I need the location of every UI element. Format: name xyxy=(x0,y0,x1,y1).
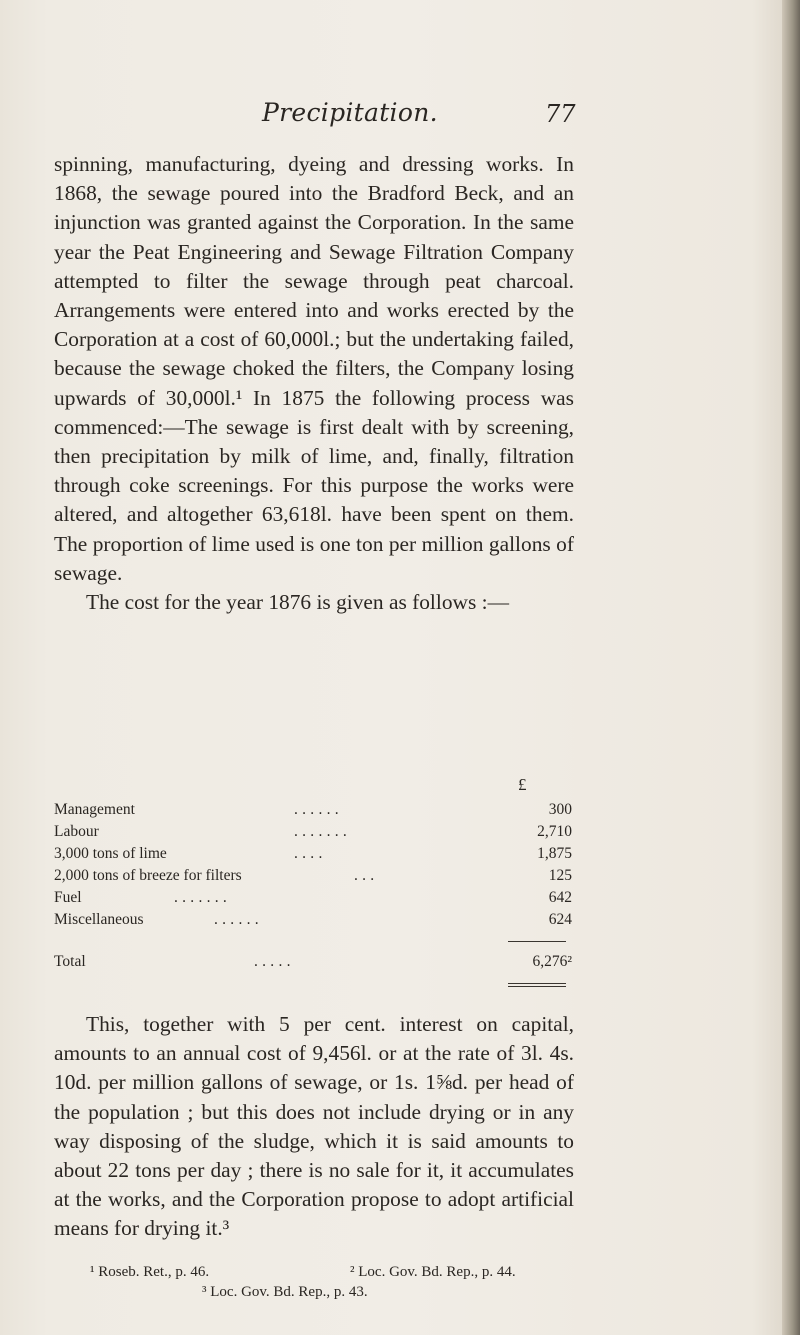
footnote-3: ³ Loc. Gov. Bd. Rep., p. 43. xyxy=(202,1284,368,1300)
running-head: Precipitation. xyxy=(262,98,438,127)
row-label: Management xyxy=(54,801,135,818)
row-label: Labour xyxy=(54,823,99,840)
row-amount: 1,875 xyxy=(537,845,572,862)
paragraph-2: The cost for the year 1876 is given as follows :— xyxy=(86,590,509,615)
row-amount: 125 xyxy=(548,867,572,884)
total-amount: 6,276² xyxy=(532,953,572,970)
closing-text xyxy=(54,1010,574,1244)
footnotes xyxy=(90,1262,590,1302)
leader-dots: . . . . . . xyxy=(294,801,339,818)
table-row xyxy=(54,889,574,911)
table-row xyxy=(54,867,574,889)
total-double-rule xyxy=(508,986,566,987)
page-spine-shadow xyxy=(782,0,800,1335)
row-amount: 642 xyxy=(548,889,572,906)
sum-rule xyxy=(508,941,566,942)
leader-dots: . . . . xyxy=(294,845,323,862)
page-number: 77 xyxy=(545,100,576,128)
leader-dots: . . . . . . xyxy=(214,911,259,928)
total-row xyxy=(54,953,574,975)
leader-dots: . . . . . xyxy=(254,953,291,970)
footnote-line xyxy=(90,1282,590,1302)
leader-dots: . . . . . . . xyxy=(294,823,347,840)
row-label: Fuel xyxy=(54,889,82,906)
row-label: 3,000 tons of lime xyxy=(54,845,167,862)
table-row xyxy=(54,823,574,845)
table-row xyxy=(54,845,574,867)
total-label: Total xyxy=(54,953,86,970)
page-header xyxy=(0,98,800,138)
row-amount: 624 xyxy=(548,911,572,928)
total-double-rule xyxy=(508,983,566,984)
table-row xyxy=(54,911,574,933)
leader-dots: . . . . . . . xyxy=(174,889,227,906)
body-text xyxy=(54,150,574,617)
paragraph-1: spinning, manufacturing, dyeing and dressing works. In 1868, the sewage poured into the Bradford Beck, and an injunction was granted against the Corporation. In the same year the Peat Engineering and Sewage Filtration Company attempted to filter the sewage through peat charcoal. Arrangements were entered into and works erected by the Corporation at a cost of 60,000l.; but the undertaking failed, because the sewage choked the filters, the Company losing upwards of 30,000l.¹ In 1875 the following process was commenced:—The sewage is first dealt with by screening, then precipitation by milk of lime, and, finally, filtration through coke screenings. For this purpose the works were altered, and altogether 63,618l. have been spent on them. The proportion of lime used is one ton per million gallons of sewage. xyxy=(54,152,574,585)
footnote-2: ² Loc. Gov. Bd. Rep., p. 44. xyxy=(350,1264,516,1280)
paragraph-3: This, together with 5 per cent. interest on capital, amounts to an annual cost of 9,456l. or at the rate of 3l. 4s. 10d. per million gallons of sewage, or 1s. 1⅝d. per head of the population ; but this does not include drying or in any way disposing of the sludge, which it is said amounts to about 22 tons per day ; there is no sale for it, it accumulates at the works, and the Corporation propose to adopt artificial means for drying it.³ xyxy=(54,1012,574,1241)
row-label: 2,000 tons of breeze for filters xyxy=(54,867,242,884)
currency-header: £ xyxy=(518,775,527,794)
footnote-line xyxy=(90,1262,590,1282)
footnote-1: ¹ Roseb. Ret., p. 46. xyxy=(90,1264,210,1280)
table-row xyxy=(54,801,574,823)
row-amount: 300 xyxy=(548,801,572,818)
row-amount: 2,710 xyxy=(537,823,572,840)
leader-dots: . . . xyxy=(354,867,375,884)
row-label: Miscellaneous xyxy=(54,911,144,928)
